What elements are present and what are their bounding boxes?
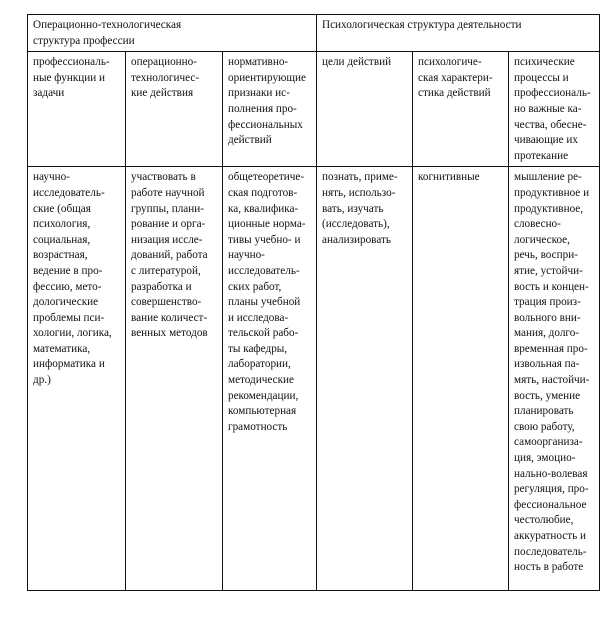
group-header-row bbox=[28, 15, 600, 52]
cell-functions-text: научно- исследователь- ские (общая психология, социальная, возрастная, ведение в про- фессию, мето- дологические проблемы пси- хологии, логика, математика, информатика и др.) bbox=[33, 171, 112, 387]
col-header-norms bbox=[223, 52, 317, 167]
cell-actions bbox=[126, 167, 223, 591]
group-header-psychological bbox=[317, 15, 600, 52]
cell-functions bbox=[28, 167, 126, 591]
cell-goals bbox=[317, 167, 413, 591]
col-header-goals bbox=[317, 52, 413, 167]
col-header-goals-text: цели действий bbox=[322, 56, 392, 69]
structure-table bbox=[27, 14, 600, 591]
col-header-functions bbox=[28, 52, 126, 167]
cell-characteristics-text: когнитивные bbox=[418, 171, 480, 184]
col-header-processes bbox=[509, 52, 600, 167]
cell-norms-text: общетеоретиче- ская подготов- ка, квалифика- ционные норма- тивы учебно- и научно- исследователь- ских работ, планы учебной и исследова- тельской рабо- ты кафедры, лаборатории, методические рекомендации, компьютерная грамотность bbox=[228, 171, 306, 433]
group-header-psychological-text: Психологическая структура деятельности bbox=[322, 19, 522, 31]
col-header-actions bbox=[126, 52, 223, 167]
col-header-norms-text: нормативно- ориентирующие признаки ис- полнения про- фессиональных действий bbox=[228, 56, 306, 147]
cell-processes-text: мышление ре- продуктивное и продуктивное, словесно- логическое, речь, воспри- ятие, устойчи- вость и концен- трация произ- вольного вни- мания, долго- временная про- извольная па- мять, настойчи- вость, умение планировать свою работу, самоорганиза- ция, эмоцио- нально-волевая регуляция, про- фессиональное честолюбие, аккуратность и последователь- ность в работе bbox=[514, 171, 590, 574]
col-header-processes-text: психические процессы и профессиональ- но важные ка- чества, обесне- чивающие их протекание bbox=[514, 56, 591, 162]
col-header-functions-text: профессиональ- ные функции и задачи bbox=[33, 56, 110, 100]
cell-goals-text: познать, приме- нять, использо- вать, изучать (исследовать), анализировать bbox=[322, 171, 398, 246]
table-row bbox=[28, 167, 600, 591]
col-header-actions-text: операционно- технологичес- кие действия bbox=[131, 56, 200, 100]
group-header-operational-text: Операционно-технологическая структура профессии bbox=[33, 19, 182, 47]
cell-characteristics bbox=[413, 167, 509, 591]
col-header-characteristics-text: психологиче- ская характери- стика действий bbox=[418, 56, 493, 100]
cell-norms bbox=[223, 167, 317, 591]
column-header-row bbox=[28, 52, 600, 167]
group-header-operational bbox=[28, 15, 317, 52]
col-header-characteristics bbox=[413, 52, 509, 167]
cell-processes bbox=[509, 167, 600, 591]
cell-actions-text: участвовать в работе научной группы, плани- рование и орга- низация иссле- дований, работа с литературой, разработка и совершенство- вание количест- венных методов bbox=[131, 171, 208, 340]
